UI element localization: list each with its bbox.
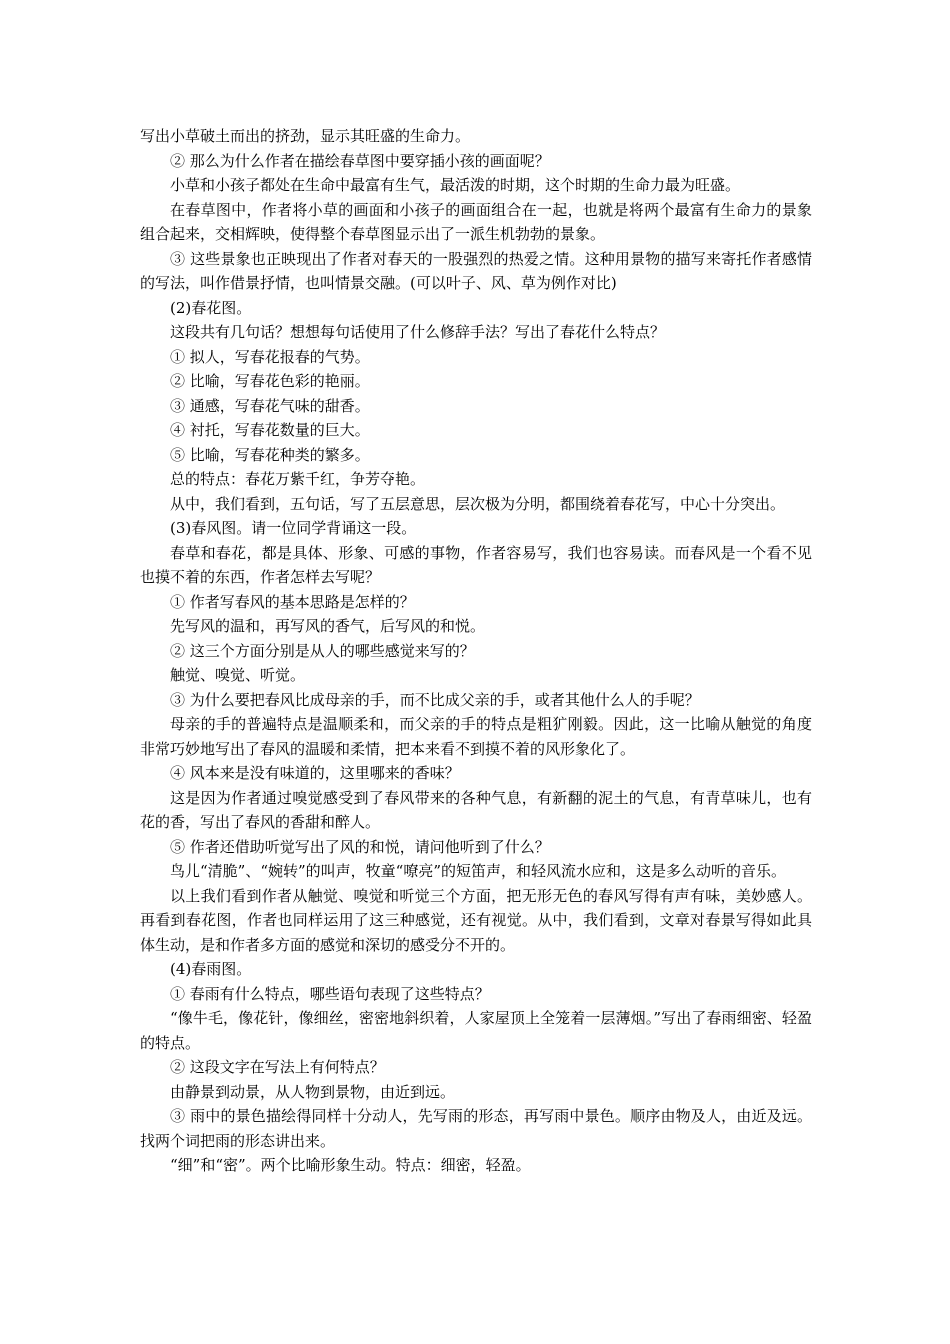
document-page: [140, 124, 812, 1178]
list-item: ② 比喻，写春花色彩的艳丽。: [170, 372, 370, 390]
answer-paragraph: 触觉、嗅觉、听觉。: [170, 666, 306, 684]
paragraph: 小草和小孩子都处在生命中最富有生气，最活泼的时期，这个时期的生命力最为旺盛。: [170, 176, 741, 194]
answer-paragraph: 鸟儿“清脆”、“婉转”的叫声，牧童“嘹亮”的短笛声，和轻风流水应和，这是多么动听的音乐。: [170, 862, 787, 880]
answer-paragraph: “像牛毛，像花针，像细丝，密密地斜织着，人家屋顶上全笼着一层薄烟。”写出了春雨细密、轻盈的特点。: [140, 1009, 812, 1052]
paragraph: ③ 这些景象也正映现出了作者对春天的一股强烈的热爱之情。这种用景物的描写来寄托作者感情的写法，叫作借景抒情，也叫情景交融。(可以叶子、风、草为例作对比): [140, 249, 812, 292]
answer-paragraph: “细”和“密”。两个比喻形象生动。特点：细密，轻盈。: [170, 1156, 531, 1174]
list-item: ④ 衬托，写春花数量的巨大。: [170, 421, 370, 439]
list-item: ① 拟人，写春花报春的气势。: [170, 347, 370, 366]
list-item: ③ 通感，写春花气味的甜香。: [170, 396, 370, 415]
question-paragraph: ③ 为什么要把春风比成母亲的手，而不比成父亲的手，或者其他什么人的手呢？: [170, 690, 700, 709]
question-paragraph: ③ 雨中的景色描绘得同样十分动人，先写雨的形态，再写雨中景色。顺序由物及人，由近及远。找两个词把雨的形态讲出来。: [140, 1107, 812, 1150]
paragraph: 从中，我们看到，五句话，写了五层意思，层次极为分明，都围绕着春花写，中心十分突出。: [170, 494, 786, 513]
answer-paragraph: 母亲的手的普遍特点是温顺柔和，而父亲的手的特点是粗犷刚毅。因此，这一比喻从触觉的角度非常巧妙地写出了春风的温暖和柔情，把本来看不到摸不着的风形象化了。: [140, 715, 812, 758]
section-heading: (4)春雨图。: [170, 960, 252, 978]
paragraph: 春草和春花，都是具体、形象、可感的事物，作者容易写，我们也容易读。而春风是一个看不见也摸不着的东西，作者怎样去写呢？: [140, 543, 812, 586]
answer-paragraph: 由静景到动景，从人物到景物，由近到远。: [170, 1082, 456, 1101]
question-paragraph: ① 春雨有什么特点，哪些语句表现了这些特点？: [170, 984, 490, 1003]
paragraph: 以上我们看到作者从触觉、嗅觉和听觉三个方面，把无形无色的春风写得有声有味，美妙感人。再看到春花图，作者也同样运用了这三种感觉，还有视觉。从中，我们看到，文章对春景写得如此具体生动，是和作者多方面的感觉和深切的感受分不开的。: [140, 886, 812, 954]
question-paragraph: ② 这三个方面分别是从人的哪些感觉来写的？: [170, 641, 475, 660]
paragraph: 总的特点：春花万紫千红，争芳夺艳。: [170, 470, 426, 488]
list-item: ⑤ 比喻，写春花种类的繁多。: [170, 445, 370, 464]
question-paragraph: ② 那么为什么作者在描绘春草图中要穿插小孩的画面呢？: [170, 151, 550, 170]
answer-paragraph: 这是因为作者通过嗅觉感受到了春风带来的各种气息，有新翻的泥土的气息，有青草味儿，也有花的香，写出了春风的香甜和醉人。: [140, 788, 812, 831]
section-heading: (2)春花图。: [170, 298, 252, 317]
section-heading: (3)春风图。请一位同学背诵这一段。: [170, 519, 417, 537]
question-paragraph: ① 作者写春风的基本思路是怎样的？: [170, 592, 415, 611]
answer-paragraph: 先写风的温和，再写风的香气，后写风的和悦。: [170, 617, 486, 635]
question-paragraph: 这段共有几句话？想想每句话使用了什么修辞手法？写出了春花什么特点？: [170, 323, 666, 341]
question-paragraph: ⑤ 作者还借助听觉写出了风的和悦，请问他听到了什么？: [170, 837, 550, 856]
paragraph: 在春草图中，作者将小草的画面和小孩子的画面组合在一起，也就是将两个最富有生命力的景象组合起来，交相辉映，使得整个春草图显示出了一派生机勃勃的景象。: [140, 200, 812, 243]
question-paragraph: ② 这段文字在写法上有何特点？: [170, 1058, 385, 1076]
paragraph: 写出小草破土而出的挤劲，显示其旺盛的生命力。: [140, 127, 471, 145]
question-paragraph: ④ 风本来是没有味道的，这里哪来的香味？: [170, 764, 460, 782]
